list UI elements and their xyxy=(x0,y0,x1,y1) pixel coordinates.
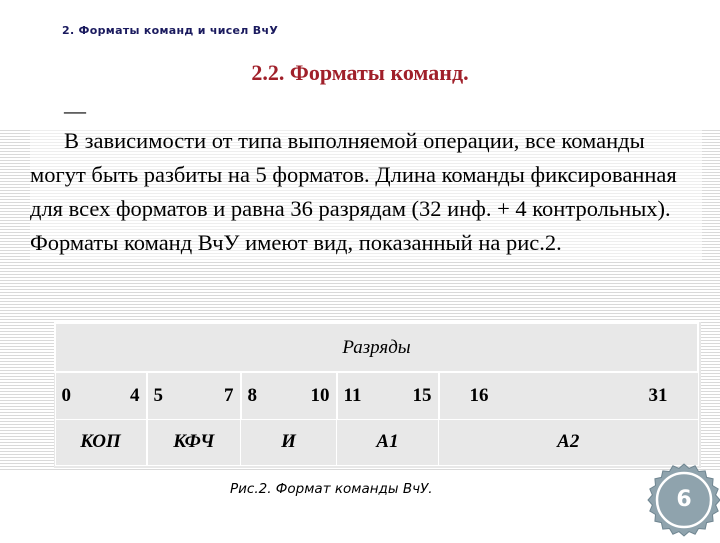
range-from: 5 xyxy=(153,385,163,407)
range-to: 31 xyxy=(648,385,668,407)
field-cell: И xyxy=(241,419,337,465)
range-from: 11 xyxy=(343,385,362,407)
bit-range-cell xyxy=(439,372,699,419)
field-cell: КОП xyxy=(55,419,147,465)
range-to: 7 xyxy=(224,385,234,407)
field-cell: А2 xyxy=(439,419,699,465)
table-header-row xyxy=(55,323,698,372)
slide-title xyxy=(0,60,720,86)
range-from: 0 xyxy=(61,385,71,407)
body-text xyxy=(30,124,702,260)
slide-title-text: 2.2. Форматы команд. xyxy=(251,60,469,85)
bit-range-cell xyxy=(55,372,147,419)
range-to: 10 xyxy=(310,385,330,407)
figure-caption: Рис.2. Формат команды ВчУ. xyxy=(230,481,433,497)
dash-mark: — xyxy=(64,98,86,123)
bit-range-cell xyxy=(337,372,439,419)
bit-range-cell xyxy=(241,372,337,419)
range-to: 15 xyxy=(412,385,432,407)
bits-header: Разряды xyxy=(55,323,698,372)
page-number: 6 xyxy=(676,487,692,512)
paragraph-1: В зависимости от типа выполняемой операции, все команды могут быть разбиты на 5 форматов. Длина команды фиксированная для всех форматов и равна 36 разрядам (32 инф. + 4 контрольных). xyxy=(30,124,702,226)
range-from: 8 xyxy=(247,385,257,407)
field-cell: КФЧ xyxy=(147,419,241,465)
paragraph-2: Форматы команд ВчУ имеют вид, показанный на рис.2. xyxy=(30,226,702,260)
page-number-badge xyxy=(646,462,720,538)
field-cell: А1 xyxy=(337,419,439,465)
bit-range-row xyxy=(55,372,698,419)
command-format-table xyxy=(54,322,699,466)
bit-range-cell xyxy=(147,372,241,419)
range-to: 4 xyxy=(130,385,140,407)
range-from: 16 xyxy=(469,385,489,407)
format-table xyxy=(54,322,701,468)
field-name-row xyxy=(55,419,698,465)
slide-header: 2. Форматы команд и чисел ВчУ xyxy=(62,24,279,37)
